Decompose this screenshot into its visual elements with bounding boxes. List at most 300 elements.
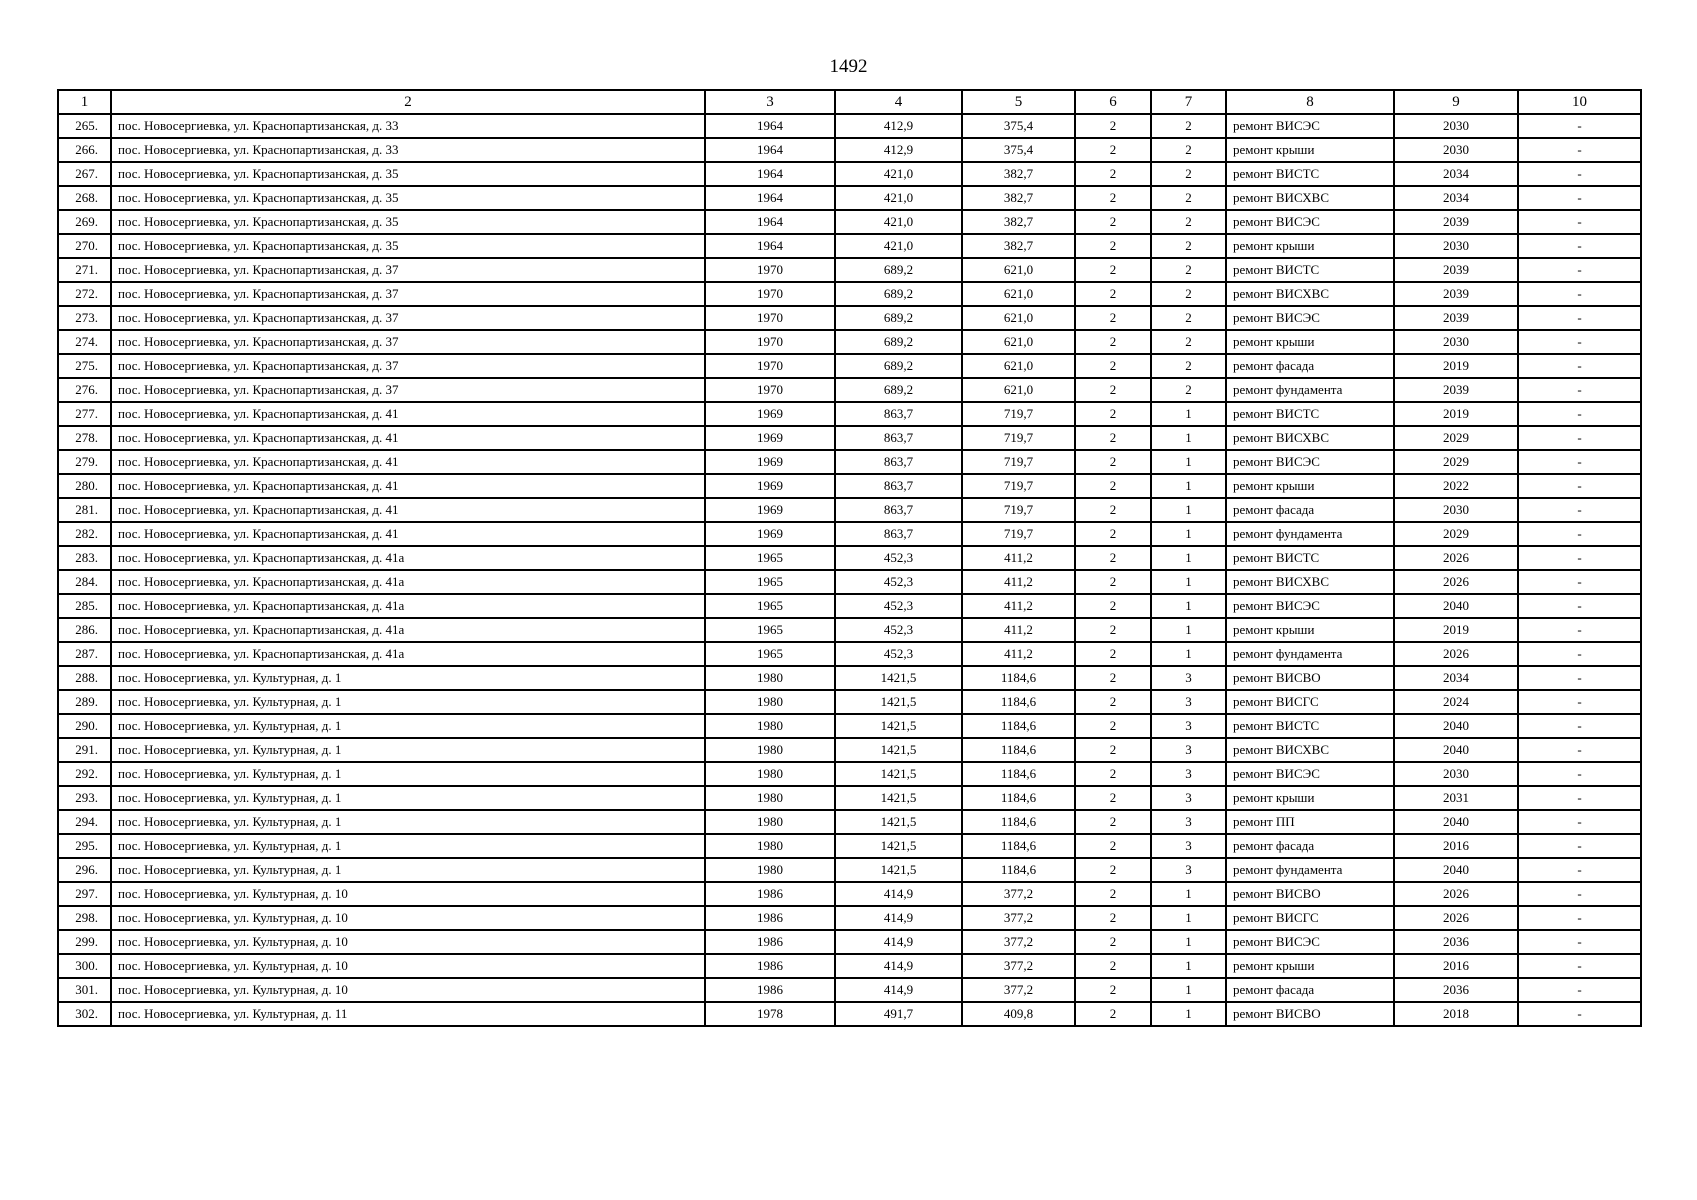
cell-year: 1980 — [705, 858, 835, 882]
cell-number: 297. — [58, 882, 111, 906]
cell-floors: 2 — [1075, 498, 1151, 522]
table-row — [58, 978, 1641, 1002]
cell-entrances: 2 — [1151, 210, 1226, 234]
table-row — [58, 450, 1641, 474]
cell-year: 1964 — [705, 138, 835, 162]
cell-address: пос. Новосергиевка, ул. Краснопартизанская, д. 35 — [111, 186, 705, 210]
cell-address: пос. Новосергиевка, ул. Культурная, д. 11 — [111, 1002, 705, 1026]
cell-address: пос. Новосергиевка, ул. Краснопартизанская, д. 37 — [111, 330, 705, 354]
cell-total-area: 1421,5 — [835, 786, 962, 810]
cell-year: 1965 — [705, 594, 835, 618]
cell-total-area: 421,0 — [835, 234, 962, 258]
cell-number: 278. — [58, 426, 111, 450]
cell-total-area: 414,9 — [835, 978, 962, 1002]
cell-floors: 2 — [1075, 282, 1151, 306]
cell-year-planned: 2029 — [1394, 522, 1518, 546]
table-body — [58, 114, 1641, 1026]
cell-floors: 2 — [1075, 762, 1151, 786]
cell-living-area: 621,0 — [962, 282, 1075, 306]
cell-address: пос. Новосергиевка, ул. Краснопартизанская, д. 41а — [111, 642, 705, 666]
cell-year: 1969 — [705, 522, 835, 546]
cell-number: 270. — [58, 234, 111, 258]
cell-entrances: 3 — [1151, 666, 1226, 690]
cell-work-type: ремонт фасада — [1226, 354, 1394, 378]
cell-year: 1980 — [705, 762, 835, 786]
cell-note: - — [1518, 954, 1641, 978]
cell-note: - — [1518, 714, 1641, 738]
header-col-year-planned: 9 — [1394, 90, 1518, 114]
table-row — [58, 570, 1641, 594]
cell-year-planned: 2030 — [1394, 234, 1518, 258]
cell-year: 1969 — [705, 498, 835, 522]
table-row — [58, 546, 1641, 570]
cell-note: - — [1518, 378, 1641, 402]
cell-number: 267. — [58, 162, 111, 186]
cell-year-planned: 2030 — [1394, 498, 1518, 522]
cell-entrances: 1 — [1151, 618, 1226, 642]
cell-year: 1965 — [705, 618, 835, 642]
cell-number: 292. — [58, 762, 111, 786]
cell-total-area: 1421,5 — [835, 690, 962, 714]
cell-living-area: 621,0 — [962, 258, 1075, 282]
cell-note: - — [1518, 114, 1641, 138]
cell-number: 273. — [58, 306, 111, 330]
cell-entrances: 1 — [1151, 930, 1226, 954]
cell-address: пос. Новосергиевка, ул. Краснопартизанская, д. 37 — [111, 378, 705, 402]
cell-living-area: 1184,6 — [962, 738, 1075, 762]
cell-work-type: ремонт ВИСЭС — [1226, 930, 1394, 954]
cell-year: 1970 — [705, 306, 835, 330]
cell-entrances: 1 — [1151, 450, 1226, 474]
cell-living-area: 1184,6 — [962, 786, 1075, 810]
cell-note: - — [1518, 618, 1641, 642]
cell-total-area: 421,0 — [835, 210, 962, 234]
cell-number: 281. — [58, 498, 111, 522]
table-row — [58, 618, 1641, 642]
cell-total-area: 412,9 — [835, 114, 962, 138]
table-row — [58, 378, 1641, 402]
cell-total-area: 863,7 — [835, 450, 962, 474]
header-col-address: 2 — [111, 90, 705, 114]
cell-year-planned: 2034 — [1394, 162, 1518, 186]
cell-number: 279. — [58, 450, 111, 474]
cell-number: 285. — [58, 594, 111, 618]
cell-floors: 2 — [1075, 258, 1151, 282]
cell-year: 1978 — [705, 1002, 835, 1026]
cell-floors: 2 — [1075, 906, 1151, 930]
cell-note: - — [1518, 834, 1641, 858]
cell-note: - — [1518, 1002, 1641, 1026]
cell-floors: 2 — [1075, 882, 1151, 906]
cell-living-area: 719,7 — [962, 426, 1075, 450]
cell-work-type: ремонт крыши — [1226, 618, 1394, 642]
cell-number: 272. — [58, 282, 111, 306]
cell-address: пос. Новосергиевка, ул. Культурная, д. 1 — [111, 834, 705, 858]
cell-living-area: 411,2 — [962, 546, 1075, 570]
cell-note: - — [1518, 570, 1641, 594]
header-col-floors: 6 — [1075, 90, 1151, 114]
cell-year: 1965 — [705, 546, 835, 570]
cell-living-area: 382,7 — [962, 234, 1075, 258]
table-row — [58, 594, 1641, 618]
cell-address: пос. Новосергиевка, ул. Краснопартизанская, д. 41 — [111, 498, 705, 522]
table-row — [58, 138, 1641, 162]
cell-year: 1970 — [705, 282, 835, 306]
cell-note: - — [1518, 138, 1641, 162]
cell-note: - — [1518, 882, 1641, 906]
cell-work-type: ремонт ВИСХВС — [1226, 738, 1394, 762]
cell-year-planned: 2022 — [1394, 474, 1518, 498]
cell-year-planned: 2019 — [1394, 354, 1518, 378]
cell-total-area: 689,2 — [835, 354, 962, 378]
cell-year: 1986 — [705, 882, 835, 906]
cell-note: - — [1518, 258, 1641, 282]
cell-year: 1970 — [705, 258, 835, 282]
cell-floors: 2 — [1075, 402, 1151, 426]
cell-total-area: 689,2 — [835, 306, 962, 330]
cell-floors: 2 — [1075, 858, 1151, 882]
cell-work-type: ремонт ВИСЭС — [1226, 594, 1394, 618]
cell-note: - — [1518, 186, 1641, 210]
table-row — [58, 474, 1641, 498]
cell-entrances: 3 — [1151, 762, 1226, 786]
cell-address: пос. Новосергиевка, ул. Краснопартизанская, д. 41 — [111, 474, 705, 498]
cell-living-area: 1184,6 — [962, 762, 1075, 786]
cell-living-area: 1184,6 — [962, 834, 1075, 858]
cell-floors: 2 — [1075, 546, 1151, 570]
cell-living-area: 375,4 — [962, 114, 1075, 138]
cell-entrances: 2 — [1151, 114, 1226, 138]
cell-floors: 2 — [1075, 834, 1151, 858]
cell-work-type: ремонт ВИСТС — [1226, 258, 1394, 282]
cell-total-area: 863,7 — [835, 426, 962, 450]
cell-floors: 2 — [1075, 930, 1151, 954]
cell-number: 289. — [58, 690, 111, 714]
cell-number: 290. — [58, 714, 111, 738]
cell-total-area: 689,2 — [835, 378, 962, 402]
cell-work-type: ремонт ВИСХВС — [1226, 426, 1394, 450]
cell-entrances: 3 — [1151, 786, 1226, 810]
cell-total-area: 414,9 — [835, 930, 962, 954]
cell-number: 284. — [58, 570, 111, 594]
cell-year-planned: 2026 — [1394, 906, 1518, 930]
cell-floors: 2 — [1075, 522, 1151, 546]
cell-number: 298. — [58, 906, 111, 930]
cell-total-area: 412,9 — [835, 138, 962, 162]
cell-year-planned: 2036 — [1394, 930, 1518, 954]
table-row — [58, 714, 1641, 738]
cell-address: пос. Новосергиевка, ул. Краснопартизанская, д. 33 — [111, 114, 705, 138]
cell-note: - — [1518, 762, 1641, 786]
cell-total-area: 1421,5 — [835, 858, 962, 882]
cell-number: 301. — [58, 978, 111, 1002]
cell-year-planned: 2031 — [1394, 786, 1518, 810]
cell-work-type: ремонт ВИСТС — [1226, 714, 1394, 738]
cell-year: 1980 — [705, 786, 835, 810]
cell-work-type: ремонт ВИСВО — [1226, 1002, 1394, 1026]
table-row — [58, 234, 1641, 258]
cell-entrances: 1 — [1151, 954, 1226, 978]
cell-entrances: 1 — [1151, 594, 1226, 618]
cell-address: пос. Новосергиевка, ул. Краснопартизанская, д. 35 — [111, 162, 705, 186]
cell-note: - — [1518, 738, 1641, 762]
table-row — [58, 786, 1641, 810]
cell-address: пос. Новосергиевка, ул. Культурная, д. 1 — [111, 810, 705, 834]
cell-number: 269. — [58, 210, 111, 234]
cell-address: пос. Новосергиевка, ул. Краснопартизанская, д. 37 — [111, 282, 705, 306]
cell-year-planned: 2040 — [1394, 810, 1518, 834]
cell-year: 1980 — [705, 666, 835, 690]
cell-floors: 2 — [1075, 450, 1151, 474]
cell-entrances: 1 — [1151, 402, 1226, 426]
table-row — [58, 810, 1641, 834]
cell-work-type: ремонт фасада — [1226, 978, 1394, 1002]
cell-entrances: 1 — [1151, 978, 1226, 1002]
cell-entrances: 1 — [1151, 1002, 1226, 1026]
cell-floors: 2 — [1075, 618, 1151, 642]
cell-total-area: 452,3 — [835, 642, 962, 666]
cell-number: 277. — [58, 402, 111, 426]
cell-note: - — [1518, 666, 1641, 690]
cell-year: 1964 — [705, 162, 835, 186]
cell-note: - — [1518, 234, 1641, 258]
cell-year-planned: 2040 — [1394, 858, 1518, 882]
cell-work-type: ремонт крыши — [1226, 474, 1394, 498]
table-row — [58, 954, 1641, 978]
cell-address: пос. Новосергиевка, ул. Краснопартизанская, д. 41 — [111, 402, 705, 426]
cell-total-area: 863,7 — [835, 522, 962, 546]
repair-schedule-table — [57, 89, 1642, 1027]
table-row — [58, 330, 1641, 354]
cell-year: 1965 — [705, 642, 835, 666]
cell-note: - — [1518, 810, 1641, 834]
table-row — [58, 906, 1641, 930]
cell-address: пос. Новосергиевка, ул. Краснопартизанская, д. 33 — [111, 138, 705, 162]
cell-number: 287. — [58, 642, 111, 666]
cell-work-type: ремонт фундамента — [1226, 522, 1394, 546]
cell-year-planned: 2016 — [1394, 954, 1518, 978]
table-row — [58, 834, 1641, 858]
cell-work-type: ремонт ВИСХВС — [1226, 282, 1394, 306]
cell-note: - — [1518, 594, 1641, 618]
cell-address: пос. Новосергиевка, ул. Краснопартизанская, д. 41а — [111, 594, 705, 618]
cell-total-area: 689,2 — [835, 330, 962, 354]
cell-total-area: 452,3 — [835, 570, 962, 594]
cell-work-type: ремонт ВИСХВС — [1226, 186, 1394, 210]
cell-note: - — [1518, 402, 1641, 426]
cell-total-area: 414,9 — [835, 906, 962, 930]
cell-year-planned: 2019 — [1394, 618, 1518, 642]
cell-living-area: 719,7 — [962, 450, 1075, 474]
cell-address: пос. Новосергиевка, ул. Краснопартизанская, д. 41а — [111, 546, 705, 570]
cell-living-area: 377,2 — [962, 930, 1075, 954]
cell-total-area: 452,3 — [835, 546, 962, 570]
cell-address: пос. Новосергиевка, ул. Краснопартизанская, д. 37 — [111, 354, 705, 378]
table-row — [58, 690, 1641, 714]
table-row — [58, 162, 1641, 186]
cell-year-planned: 2026 — [1394, 882, 1518, 906]
header-col-work-type: 8 — [1226, 90, 1394, 114]
cell-year: 1964 — [705, 186, 835, 210]
cell-number: 300. — [58, 954, 111, 978]
cell-year-planned: 2036 — [1394, 978, 1518, 1002]
cell-total-area: 1421,5 — [835, 810, 962, 834]
cell-work-type: ремонт крыши — [1226, 234, 1394, 258]
table-row — [58, 306, 1641, 330]
cell-number: 282. — [58, 522, 111, 546]
cell-floors: 2 — [1075, 594, 1151, 618]
cell-address: пос. Новосергиевка, ул. Культурная, д. 10 — [111, 954, 705, 978]
cell-number: 286. — [58, 618, 111, 642]
cell-year: 1969 — [705, 426, 835, 450]
cell-number: 295. — [58, 834, 111, 858]
cell-address: пос. Новосергиевка, ул. Культурная, д. 1 — [111, 714, 705, 738]
cell-living-area: 621,0 — [962, 330, 1075, 354]
cell-living-area: 411,2 — [962, 642, 1075, 666]
cell-floors: 2 — [1075, 714, 1151, 738]
cell-work-type: ремонт ВИСЭС — [1226, 210, 1394, 234]
cell-year-planned: 2019 — [1394, 402, 1518, 426]
cell-number: 280. — [58, 474, 111, 498]
cell-work-type: ремонт ПП — [1226, 810, 1394, 834]
cell-entrances: 2 — [1151, 234, 1226, 258]
cell-living-area: 621,0 — [962, 378, 1075, 402]
cell-entrances: 1 — [1151, 570, 1226, 594]
table-row — [58, 858, 1641, 882]
cell-address: пос. Новосергиевка, ул. Культурная, д. 10 — [111, 978, 705, 1002]
table-row — [58, 498, 1641, 522]
cell-year-planned: 2026 — [1394, 642, 1518, 666]
cell-total-area: 689,2 — [835, 282, 962, 306]
cell-number: 293. — [58, 786, 111, 810]
cell-year-planned: 2030 — [1394, 762, 1518, 786]
cell-entrances: 2 — [1151, 306, 1226, 330]
table-row — [58, 762, 1641, 786]
cell-floors: 2 — [1075, 954, 1151, 978]
cell-year: 1970 — [705, 354, 835, 378]
cell-year: 1980 — [705, 738, 835, 762]
cell-entrances: 2 — [1151, 186, 1226, 210]
cell-living-area: 719,7 — [962, 474, 1075, 498]
cell-floors: 2 — [1075, 666, 1151, 690]
cell-note: - — [1518, 354, 1641, 378]
cell-living-area: 411,2 — [962, 570, 1075, 594]
header-col-note: 10 — [1518, 90, 1641, 114]
cell-year-planned: 2034 — [1394, 666, 1518, 690]
cell-total-area: 491,7 — [835, 1002, 962, 1026]
cell-total-area: 1421,5 — [835, 762, 962, 786]
cell-number: 294. — [58, 810, 111, 834]
cell-work-type: ремонт фасада — [1226, 498, 1394, 522]
cell-work-type: ремонт ВИСЭС — [1226, 306, 1394, 330]
cell-number: 288. — [58, 666, 111, 690]
cell-entrances: 2 — [1151, 138, 1226, 162]
cell-note: - — [1518, 210, 1641, 234]
table-row — [58, 738, 1641, 762]
cell-year-planned: 2040 — [1394, 594, 1518, 618]
cell-work-type: ремонт крыши — [1226, 138, 1394, 162]
cell-living-area: 621,0 — [962, 354, 1075, 378]
cell-note: - — [1518, 450, 1641, 474]
cell-address: пос. Новосергиевка, ул. Краснопартизанская, д. 41а — [111, 618, 705, 642]
cell-work-type: ремонт ВИСГС — [1226, 690, 1394, 714]
cell-entrances: 3 — [1151, 738, 1226, 762]
cell-address: пос. Новосергиевка, ул. Краснопартизанская, д. 37 — [111, 306, 705, 330]
cell-entrances: 1 — [1151, 546, 1226, 570]
cell-living-area: 411,2 — [962, 594, 1075, 618]
cell-floors: 2 — [1075, 162, 1151, 186]
cell-work-type: ремонт ВИСЭС — [1226, 450, 1394, 474]
header-col-year: 3 — [705, 90, 835, 114]
cell-number: 302. — [58, 1002, 111, 1026]
cell-floors: 2 — [1075, 738, 1151, 762]
cell-number: 268. — [58, 186, 111, 210]
cell-entrances: 3 — [1151, 690, 1226, 714]
cell-floors: 2 — [1075, 114, 1151, 138]
cell-living-area: 382,7 — [962, 186, 1075, 210]
cell-total-area: 414,9 — [835, 882, 962, 906]
cell-note: - — [1518, 282, 1641, 306]
cell-year-planned: 2034 — [1394, 186, 1518, 210]
cell-living-area: 409,8 — [962, 1002, 1075, 1026]
cell-entrances: 3 — [1151, 834, 1226, 858]
cell-total-area: 1421,5 — [835, 738, 962, 762]
cell-year-planned: 2030 — [1394, 138, 1518, 162]
cell-entrances: 3 — [1151, 810, 1226, 834]
table-row — [58, 402, 1641, 426]
cell-note: - — [1518, 858, 1641, 882]
cell-living-area: 621,0 — [962, 306, 1075, 330]
cell-entrances: 2 — [1151, 162, 1226, 186]
cell-entrances: 3 — [1151, 714, 1226, 738]
cell-work-type: ремонт ВИСГС — [1226, 906, 1394, 930]
cell-living-area: 1184,6 — [962, 690, 1075, 714]
cell-year: 1970 — [705, 378, 835, 402]
cell-total-area: 863,7 — [835, 402, 962, 426]
cell-year: 1969 — [705, 402, 835, 426]
cell-living-area: 719,7 — [962, 402, 1075, 426]
cell-work-type: ремонт фундамента — [1226, 642, 1394, 666]
cell-year-planned: 2026 — [1394, 546, 1518, 570]
cell-work-type: ремонт крыши — [1226, 954, 1394, 978]
cell-living-area: 1184,6 — [962, 714, 1075, 738]
cell-note: - — [1518, 426, 1641, 450]
cell-living-area: 377,2 — [962, 906, 1075, 930]
cell-work-type: ремонт крыши — [1226, 786, 1394, 810]
cell-number: 276. — [58, 378, 111, 402]
cell-work-type: ремонт крыши — [1226, 330, 1394, 354]
cell-total-area: 414,9 — [835, 954, 962, 978]
cell-note: - — [1518, 690, 1641, 714]
cell-year: 1986 — [705, 978, 835, 1002]
cell-living-area: 719,7 — [962, 498, 1075, 522]
cell-number: 271. — [58, 258, 111, 282]
cell-address: пос. Новосергиевка, ул. Краснопартизанская, д. 41 — [111, 450, 705, 474]
table-row — [58, 258, 1641, 282]
cell-floors: 2 — [1075, 978, 1151, 1002]
cell-note: - — [1518, 474, 1641, 498]
cell-address: пос. Новосергиевка, ул. Краснопартизанская, д. 37 — [111, 258, 705, 282]
cell-note: - — [1518, 162, 1641, 186]
cell-year: 1970 — [705, 330, 835, 354]
header-row — [58, 90, 1641, 114]
cell-entrances: 1 — [1151, 498, 1226, 522]
cell-year: 1980 — [705, 834, 835, 858]
cell-year: 1980 — [705, 714, 835, 738]
cell-note: - — [1518, 978, 1641, 1002]
cell-number: 265. — [58, 114, 111, 138]
cell-year: 1964 — [705, 234, 835, 258]
